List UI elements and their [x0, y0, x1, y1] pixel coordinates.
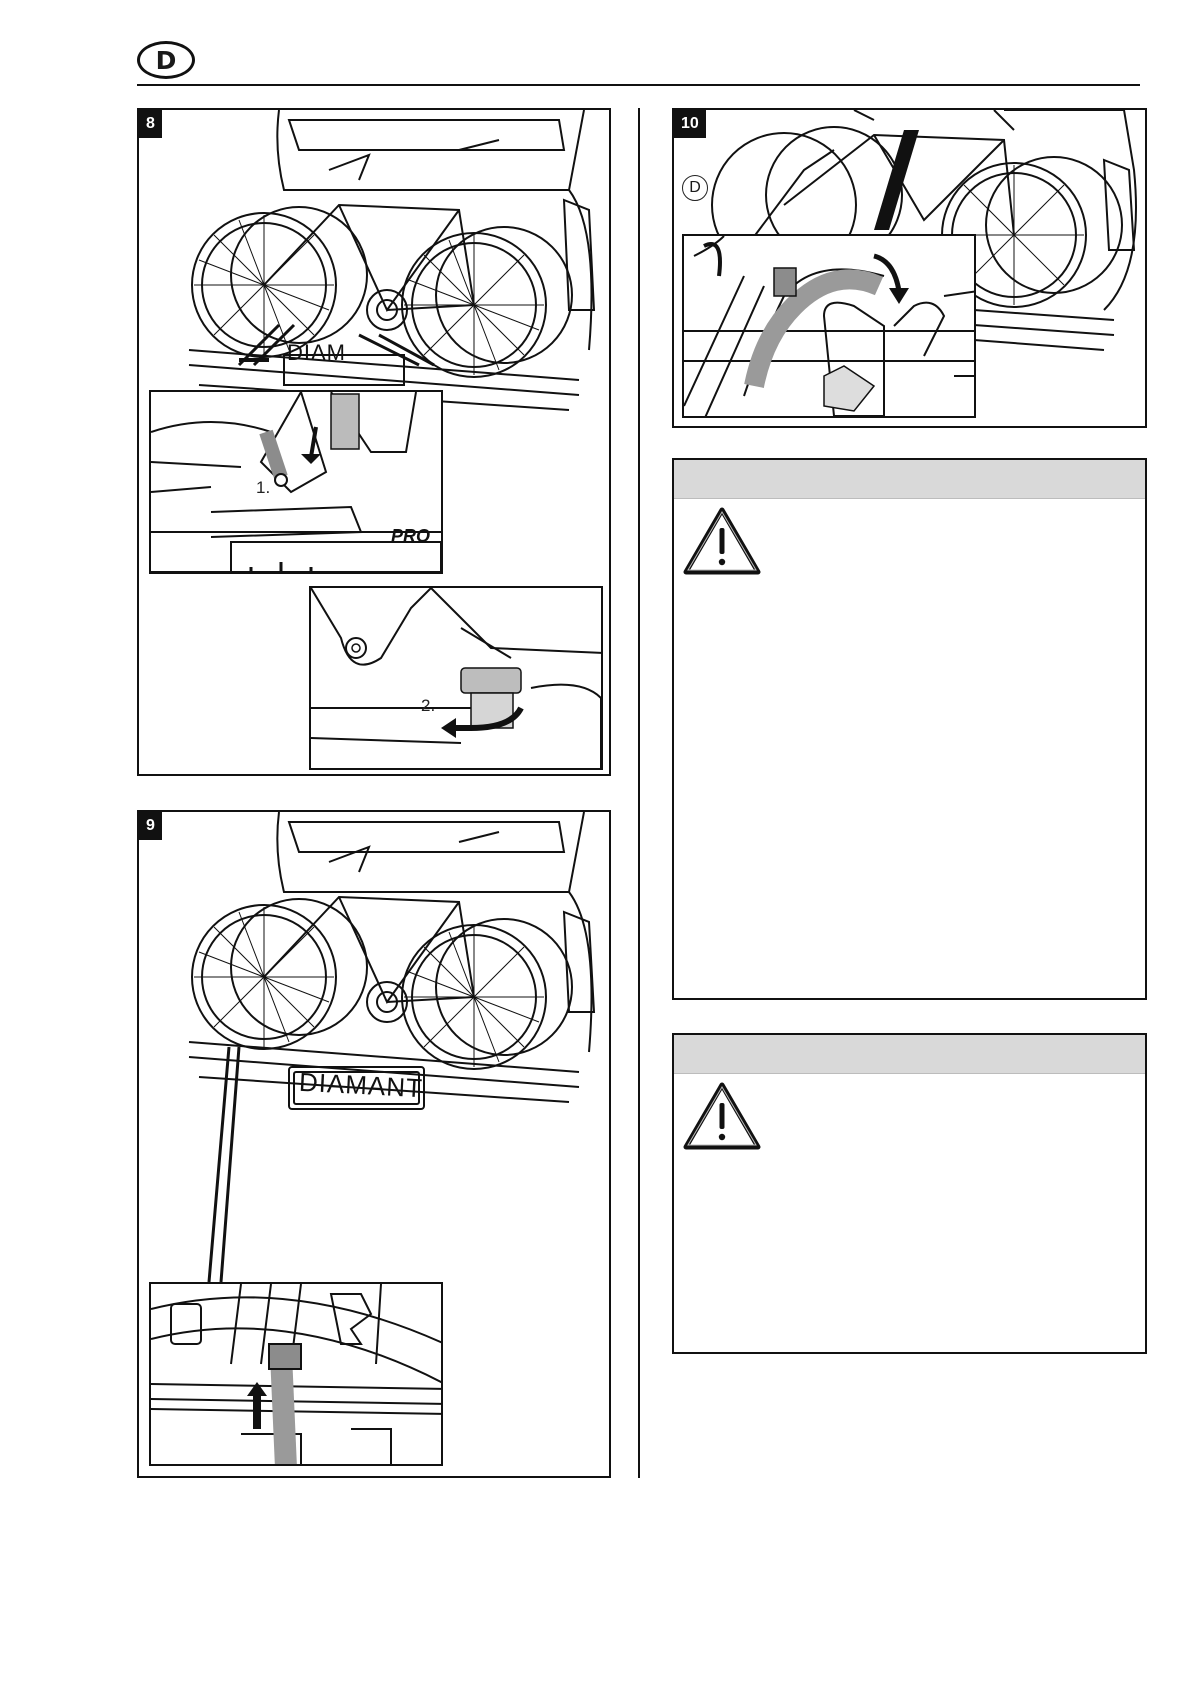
figure-8	[137, 108, 611, 776]
warning-triangle-icon	[682, 1081, 762, 1153]
strap-detail-illustration	[151, 392, 443, 574]
column-divider	[638, 108, 640, 1478]
knob-detail-illustration	[311, 588, 603, 770]
strap-detail-illustration	[684, 236, 976, 418]
warning-header	[674, 1035, 1145, 1074]
figure-number: 8	[139, 110, 162, 138]
svg-text:PRO: PRO	[391, 526, 431, 546]
warning-header	[674, 460, 1145, 499]
warning-box	[672, 458, 1147, 1000]
license-plate-text: DIAM	[287, 340, 346, 365]
callout-d: D	[682, 175, 708, 201]
license-plate-text: DIAMANT	[298, 1066, 424, 1104]
language-badge: D	[137, 41, 195, 79]
step-label-2: 2.	[421, 696, 436, 715]
figure-9	[137, 810, 611, 1478]
warning-triangle-icon	[682, 506, 762, 578]
step-label-1: 1.	[256, 478, 271, 497]
header-rule	[137, 84, 1140, 86]
inset-strap-detail	[682, 234, 976, 418]
figure-10	[672, 108, 1147, 428]
inset-step-1	[149, 390, 443, 574]
strap-detail-illustration	[151, 1284, 443, 1466]
figure-number: 9	[139, 812, 162, 840]
warning-box	[672, 1033, 1147, 1354]
inset-strap	[149, 1282, 443, 1466]
inset-step-2	[309, 586, 603, 770]
figure-number: 10	[674, 110, 706, 138]
